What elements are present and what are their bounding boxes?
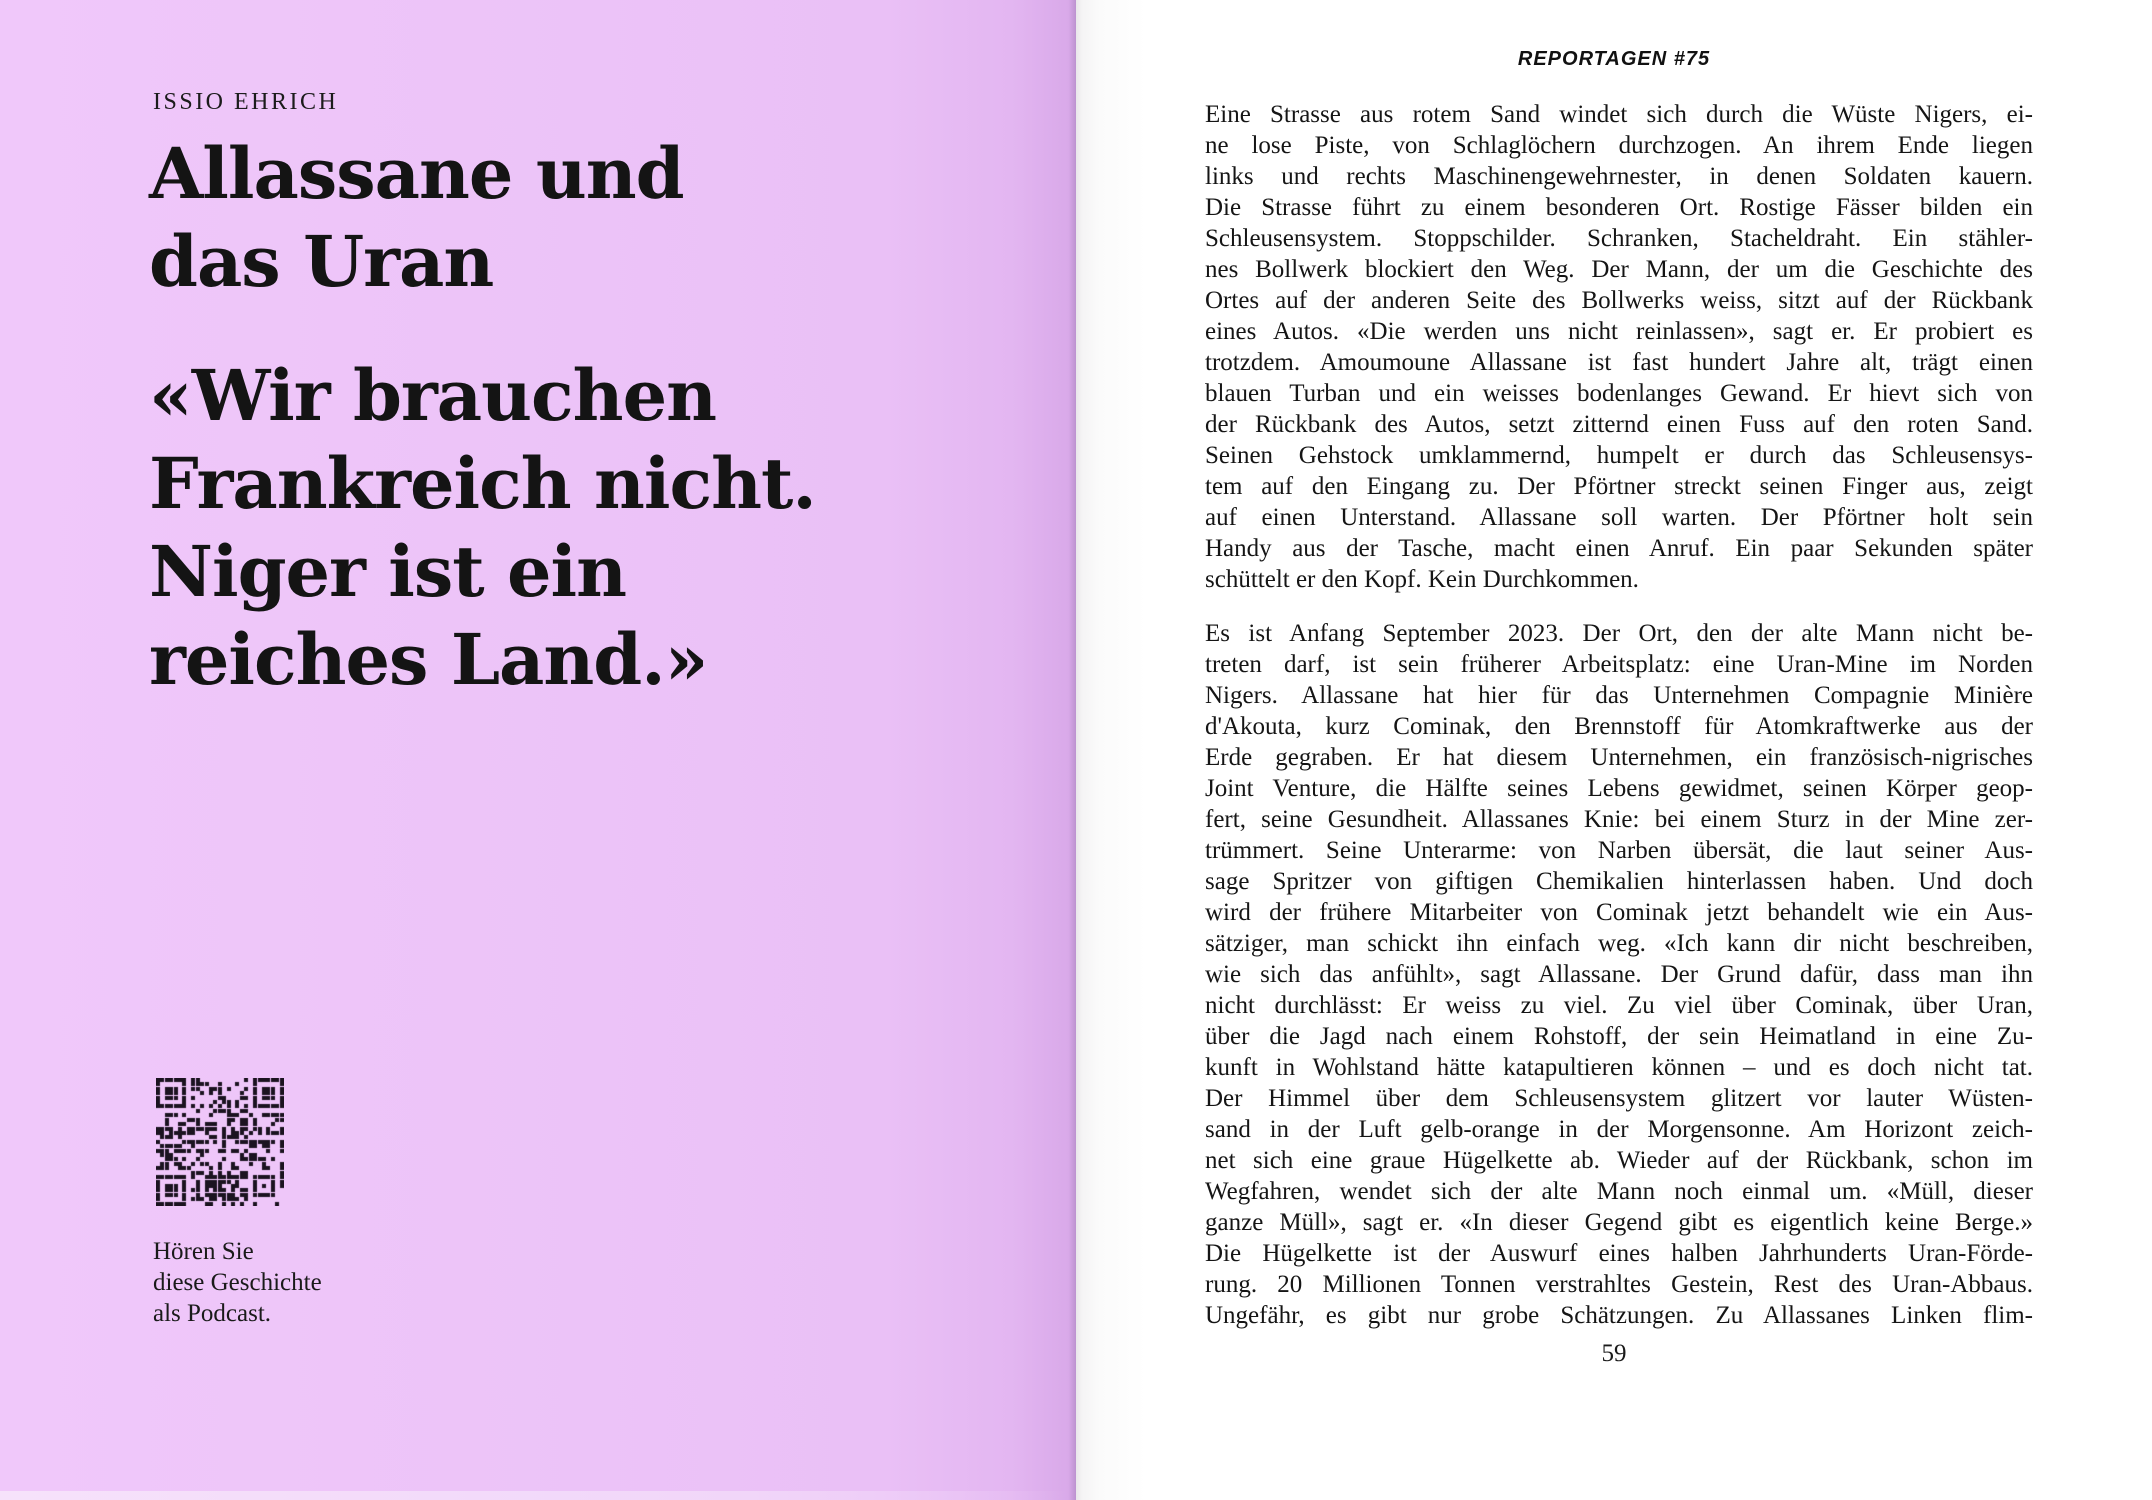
pull-quote-line: Niger ist ein — [149, 530, 627, 613]
text-line: links und rechts Maschinengewehrnester, in denen Soldaten kauern. — [1205, 163, 2033, 190]
podcast-note — [153, 1236, 322, 1329]
qr-code-icon — [156, 1078, 284, 1206]
text-line: Die Strasse führt zu einem besonderen Ort. Rostige Fässer bilden ein — [1205, 194, 2033, 221]
text-line: über die Jagd nach einem Rohstoff, der sein Heimatland in eine Zu- — [1205, 1023, 2033, 1050]
article-title-line: Allassane und — [149, 132, 684, 215]
text-line: sage Spritzer von giftigen Chemikalien hinterlassen haben. Und doch — [1205, 868, 2033, 895]
text-line: Der Himmel über dem Schleusensystem glitzert vor lauter Wüsten- — [1205, 1085, 2033, 1112]
text-line: sätziger, man schickt ihn einfach weg. «Ich kann dir nicht beschreiben, — [1205, 930, 2033, 957]
text-line: Wegfahren, wendet sich der alte Mann noch einmal um. «Müll, dieser — [1205, 1178, 2033, 1205]
pull-quote-line: Frankreich nicht. — [149, 442, 816, 525]
text-line: net sich eine graue Hügelkette ab. Wieder auf der Rückbank, schon im — [1205, 1147, 2033, 1174]
text-line: sand in der Luft gelb-orange in der Morgensonne. Am Horizont zeich- — [1205, 1116, 2033, 1143]
text-line: nicht durchlässt: Er weiss zu viel. Zu viel über Cominak, über Uran, — [1205, 992, 2033, 1019]
text-line: Es ist Anfang September 2023. Der Ort, den der alte Mann nicht be- — [1205, 620, 2033, 647]
pull-quote — [149, 352, 816, 704]
page-number: 59 — [1601, 1340, 1627, 1367]
podcast-note-line: diese Geschichte — [153, 1269, 322, 1296]
right-page — [1076, 0, 2152, 1500]
author-name: ISSIO EHRICH — [153, 89, 339, 115]
text-line: trotzdem. Amoumoune Allassane ist fast hundert Jahre alt, trägt einen — [1205, 349, 2033, 376]
text-line: wie sich das anfühlt», sagt Allassane. Der Grund dafür, dass man ihn — [1205, 961, 2033, 988]
pull-quote-line: reiches Land.» — [149, 618, 708, 701]
podcast-note-line: als Podcast. — [153, 1300, 272, 1327]
running-header: REPORTAGEN #75 — [1517, 48, 1711, 70]
text-line: fert, seine Gesundheit. Allassanes Knie: bei einem Sturz in der Mine zer- — [1205, 806, 2033, 833]
text-line: auf einen Unterstand. Allassane soll warten. Der Pförtner holt sein — [1205, 504, 2033, 531]
text-line: ne lose Piste, von Schlaglöchern durchzogen. An ihrem Ende liegen — [1205, 132, 2033, 159]
text-line: Schleusensystem. Stoppschilder. Schranken, Stacheldraht. Ein stähler- — [1205, 225, 2033, 252]
text-line: trümmert. Seine Unterarme: von Narben übersät, die laut seiner Aus- — [1205, 837, 2033, 864]
text-line: kunft in Wohlstand hätte katapultieren können – und es doch nicht tat. — [1205, 1054, 2033, 1081]
text-line: treten darf, ist sein früherer Arbeitsplatz: eine Uran-Mine im Norden — [1205, 651, 2033, 678]
text-line: Eine Strasse aus rotem Sand windet sich durch die Wüste Nigers, ei- — [1205, 101, 2033, 128]
text-line: der Rückbank des Autos, setzt zitternd einen Fuss auf den roten Sand. — [1205, 411, 2033, 438]
text-line: Ortes auf der anderen Seite des Bollwerks weiss, sitzt auf der Rückbank — [1205, 287, 2033, 314]
text-line: wird der frühere Mitarbeiter von Cominak jetzt behandelt wie ein Aus- — [1205, 899, 2033, 926]
article-body — [1205, 99, 2033, 1331]
text-line: Nigers. Allassane hat hier für das Unternehmen Compagnie Minière — [1205, 682, 2033, 709]
text-line: Seinen Gehstock umklammernd, humpelt er durch das Schleusensys- — [1205, 442, 2033, 469]
paragraph-1 — [1205, 99, 2033, 595]
text-line: tem auf den Eingang zu. Der Pförtner streckt seinen Finger aus, zeigt — [1205, 473, 2033, 500]
text-line: Erde gegraben. Er hat diesem Unternehmen, ein französisch-nigrisches — [1205, 744, 2033, 771]
podcast-note-line: Hören Sie — [153, 1238, 254, 1265]
text-line: d'Akouta, kurz Cominak, den Brennstoff für Atomkraftwerke aus der — [1205, 713, 2033, 740]
pull-quote-line: «Wir brauchen — [149, 354, 716, 437]
text-line: ganze Müll», sagt er. «In dieser Gegend gibt es eigentlich keine Berge.» — [1205, 1209, 2033, 1236]
article-title-line: das Uran — [149, 220, 494, 303]
text-line: nes Bollwerk blockiert den Weg. Der Mann, der um die Geschichte des — [1205, 256, 2033, 283]
text-line: Die Hügelkette ist der Auswurf eines halben Jahrhunderts Uran-Förde- — [1205, 1240, 2033, 1267]
text-line: eines Autos. «Die werden uns nicht reinlassen», sagt er. Er probiert es — [1205, 318, 2033, 345]
text-line: Handy aus der Tasche, macht einen Anruf. Ein paar Sekunden später — [1205, 535, 2033, 562]
text-line: rung. 20 Millionen Tonnen verstrahltes Gestein, Rest des Uran-Abbaus. — [1205, 1271, 2033, 1298]
text-line: blauen Turban und ein weisses bodenlanges Gewand. Er hievt sich von — [1205, 380, 2033, 407]
text-line: schüttelt er den Kopf. Kein Durchkommen. — [1205, 566, 1639, 593]
paragraph-2 — [1205, 618, 2033, 1331]
text-line: Joint Venture, die Hälfte seines Lebens gewidmet, seinen Körper geop- — [1205, 775, 2033, 802]
article-title — [149, 130, 684, 306]
text-line: Ungefähr, es gibt nur grobe Schätzungen. Zu Allassanes Linken flim- — [1205, 1302, 2033, 1329]
